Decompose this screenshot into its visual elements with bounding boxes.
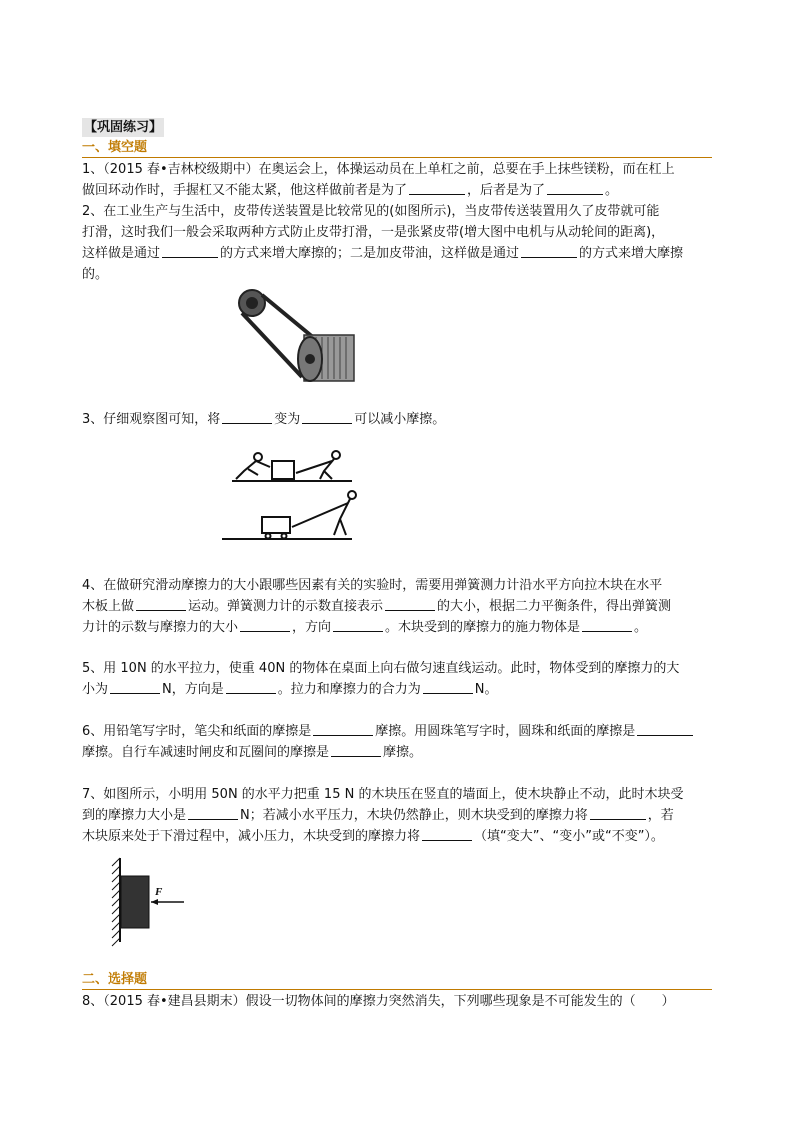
question-7-line-2: 到的摩擦力大小是 N；若减小水平压力，木块仍然静止，则木块受到的摩擦力将 ，若 <box>82 808 674 823</box>
question-1-line-1: 1、（2015 春•吉林校级期中）在奥运会上，体操运动员在上单杠之前，总要在手上抹些镁粉，而在杠上 <box>82 162 675 177</box>
answer-blank[interactable] <box>547 182 603 195</box>
question-2-line-2: 打滑，这时我们一般会采取两种方式防止皮带打滑，一是张紧皮带(增大图中电机与从动轮间的距离)， <box>82 225 665 240</box>
answer-blank[interactable] <box>582 619 632 632</box>
question-7-line-3: 木块原来处于下滑过程中，减小压力，木块受到的摩擦力将 （填“变大”、“变小”或“不变”）。 <box>82 829 664 844</box>
question-2-line-3: 这样做是通过 的方式来增大摩擦的；二是加皮带油，这样做是通过 的方式来增大摩擦 <box>82 246 684 261</box>
answer-blank[interactable] <box>590 807 646 820</box>
answer-blank[interactable] <box>409 182 465 195</box>
answer-blank[interactable] <box>240 619 290 632</box>
question-5-line-2: 小为 N，方向是 。拉力和摩擦力的合力为 N。 <box>82 682 498 697</box>
section-divider <box>82 157 712 158</box>
belt-drive-figure <box>230 285 360 385</box>
answer-blank[interactable] <box>385 598 435 611</box>
answer-blank[interactable] <box>637 723 693 736</box>
answer-blank[interactable] <box>110 681 160 694</box>
question-2-line-1: 2、在工业生产与生活中，皮带传送装置是比较常见的(如图所示)，当皮带传送装置用久了皮带就可能 <box>82 204 660 219</box>
section-multiple-choice: 二、选择题 <box>82 972 148 987</box>
sliding-vs-rolling-figure <box>222 445 362 545</box>
answer-blank[interactable] <box>521 245 577 258</box>
question-3-line: 3、仔细观察图可知，将 变为 可以减小摩擦。 <box>82 412 446 427</box>
answer-blank[interactable] <box>222 411 272 424</box>
answer-blank[interactable] <box>423 681 473 694</box>
question-4-line-2: 木板上做 运动。弹簧测力计的示数直接表示 的大小，根据二力平衡条件，得出弹簧测 <box>82 599 672 614</box>
answer-blank[interactable] <box>333 619 383 632</box>
wall-block-figure <box>108 856 188 946</box>
exercise-title: 【巩固练习】 <box>84 120 163 135</box>
section-fill-in-blank: 一、填空题 <box>82 140 148 155</box>
answer-blank[interactable] <box>422 828 472 841</box>
question-4-line-3: 力计的示数与摩擦力的大小 ，方向 。木块受到的摩擦力的施力物体是 。 <box>82 620 648 635</box>
question-6-line-1: 6、用铅笔写字时，笔尖和纸面的摩擦是 摩擦。用圆珠笔写字时，圆珠和纸面的摩擦是 <box>82 722 695 742</box>
question-2-line-4: 的。 <box>82 267 109 282</box>
force-label: F <box>155 886 163 898</box>
section-divider <box>82 989 712 990</box>
answer-blank[interactable] <box>331 744 381 757</box>
answer-blank[interactable] <box>162 245 218 258</box>
question-5-line-1: 5、用 10N 的水平拉力，使重 40N 的物体在桌面上向右做匀速直线运动。此时，物体受到的摩擦力的大 <box>82 661 680 676</box>
question-1-line-2: 做回环动作时，手握杠又不能太紧，他这样做前者是为了 ，后者是为了 。 <box>82 183 619 198</box>
answer-blank[interactable] <box>302 411 352 424</box>
answer-blank[interactable] <box>136 598 186 611</box>
answer-blank[interactable] <box>313 723 373 736</box>
question-6-line-2: 摩擦。自行车减速时闸皮和瓦圈间的摩擦是 摩擦。 <box>82 745 423 760</box>
question-8-line: 8、（2015 春•建昌县期末）假设一切物体间的摩擦力突然消失，下列哪些现象是不可能发生的（ ） <box>82 994 675 1009</box>
question-4-line-1: 4、在做研究滑动摩擦力的大小跟哪些因素有关的实验时，需要用弹簧测力计沿水平方向拉木块在水平 <box>82 578 663 593</box>
answer-blank[interactable] <box>188 807 238 820</box>
question-7-line-1: 7、如图所示，小明用 50N 的水平力把重 15 N 的木块压在竖直的墙面上，使木块静止不动，此时木块受 <box>82 787 684 802</box>
answer-blank[interactable] <box>226 681 276 694</box>
